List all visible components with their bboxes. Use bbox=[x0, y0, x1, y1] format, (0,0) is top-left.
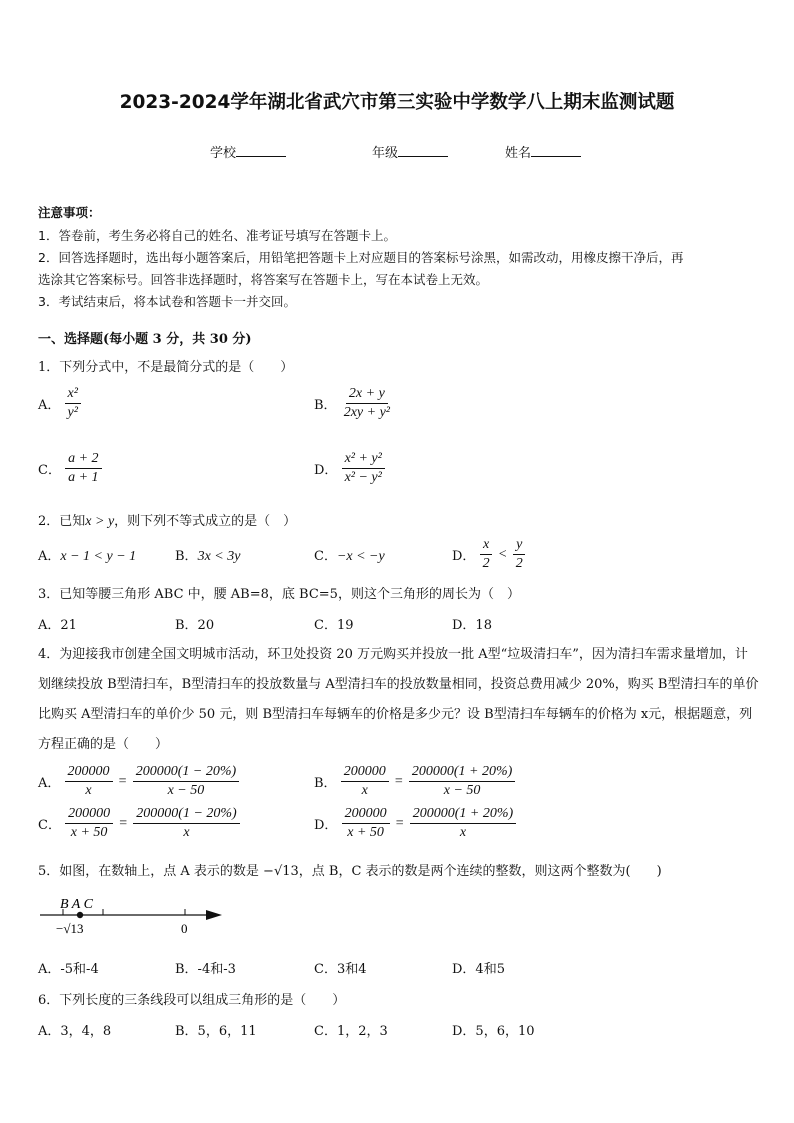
question-4-stem: 4．为迎接我市创建全国文明城市活动，环卫处投资 20 万元购买并投放一批 A型“垃圾清扫车”，因为清扫车需求量增加，计划继续投放 B型清扫车，B型清扫车的投放数量与 A型清扫车的投放数量相同，投资总费用减少 20%，购买 B型清扫车的单价比购买 A型清扫车的单价少 50 元，则 B型清扫车每辆车的价格是多少元？设 B型清扫车每辆车的价格为 x元，根据题意，列方程正确的是（ ） bbox=[38, 647, 759, 752]
q4-option-c[interactable]: C． $\frac{200000}{x + 50}$ = $\frac{200000(1 - 20\%)}{x}$ bbox=[38, 806, 240, 841]
question-2-stem: 2．已知x > y，则下列不等式成立的是（ ） bbox=[38, 514, 297, 529]
q5-option-b[interactable]: B．-4和-3 bbox=[175, 962, 236, 977]
q3-option-b[interactable]: B．20 bbox=[175, 618, 215, 633]
q6-option-a[interactable]: A．3，4，8 bbox=[38, 1024, 112, 1039]
fig-labels: B A C bbox=[60, 897, 93, 912]
question-3-stem: 3．已知等腰三角形 ABC 中，腰 AB=8，底 BC=5，则这个三角形的周长为（ ） bbox=[38, 587, 520, 602]
school-field[interactable]: 学校 bbox=[210, 142, 286, 161]
note-3: 3．考试结束后，将本试卷和答题卡一并交回。 bbox=[38, 294, 296, 309]
q3-option-a[interactable]: A．21 bbox=[38, 618, 77, 633]
q1-option-d[interactable]: D． $\frac{\text{x² + y²}}{\text{x² − y²}}$ bbox=[314, 451, 385, 486]
point-a bbox=[77, 912, 83, 918]
q5-option-c[interactable]: C．3和4 bbox=[314, 962, 367, 977]
fig-neg-label: −√13 bbox=[56, 921, 84, 936]
q5-option-a[interactable]: A．-5和-4 bbox=[38, 962, 99, 977]
q4-option-b[interactable]: B． $\frac{200000}{x}$ = $\frac{200000(1 + 20\%)}{x - 50}$ bbox=[314, 764, 515, 799]
name-field[interactable]: 姓名 bbox=[505, 142, 581, 161]
q6-option-d[interactable]: D．5，6，10 bbox=[452, 1024, 535, 1039]
number-line-figure bbox=[38, 893, 228, 937]
question-6-stem: 6．下列长度的三条线段可以组成三角形的是（ ） bbox=[38, 993, 346, 1008]
q3-option-d[interactable]: D．18 bbox=[452, 618, 492, 633]
note-1: 1．答卷前，考生务必将自己的姓名、准考证号填写在答题卡上。 bbox=[38, 228, 396, 243]
grade-field[interactable]: 年级 bbox=[372, 142, 448, 161]
q5-option-d[interactable]: D．4和5 bbox=[452, 962, 505, 977]
fig-zero-label: 0 bbox=[181, 921, 188, 936]
q2-option-a[interactable]: A．x − 1 < y − 1 bbox=[38, 549, 137, 564]
q6-option-c[interactable]: C．1，2，3 bbox=[314, 1024, 388, 1039]
q2-option-c[interactable]: C．−x < −y bbox=[314, 549, 385, 564]
question-5-stem: 5．如图，在数轴上，点 A 表示的数是 −√13，点 B，C 表示的数是两个连续的整数，则这两个整数为( ) bbox=[38, 864, 662, 879]
q2-option-d[interactable]: D． $\frac{x}{2}$ < $\frac{y}{2}$ bbox=[452, 537, 526, 572]
q3-option-c[interactable]: C．19 bbox=[314, 618, 354, 633]
question-1-stem: 1．下列分式中，不是最简分式的是（ ） bbox=[38, 360, 294, 375]
q1-option-a[interactable]: A． $\frac{\text{x²}}{\text{y²}}$ bbox=[38, 386, 81, 421]
q4-option-a[interactable]: A． $\frac{200000}{x}$ = $\frac{200000(1 - 20\%)}{x - 50}$ bbox=[38, 764, 239, 799]
notes-heading: 注意事项： bbox=[38, 205, 101, 220]
note-2b: 选涂其它答案标号。回答非选择题时，将答案写在答题卡上，写在本试卷上无效。 bbox=[38, 272, 489, 287]
q1-option-b[interactable]: B． $\frac{2x + y}{\text{2xy + y²}}$ bbox=[314, 386, 390, 421]
q2-option-b[interactable]: B．3x < 3y bbox=[175, 549, 241, 564]
note-2a: 2．回答选择题时，选出每小题答案后，用铅笔把答题卡上对应题目的答案标号涂黑，如需改动，用橡皮擦干净后，再 bbox=[38, 250, 684, 265]
q1-option-c[interactable]: C． $\frac{a + 2}{a + 1}$ bbox=[38, 451, 102, 486]
page-title: 2023-2024学年湖北省武穴市第三实验中学数学八上期末监测试题 bbox=[119, 92, 675, 113]
q4-option-d[interactable]: D． $\frac{200000}{x + 50}$ = $\frac{200000(1 + 20\%)}{x}$ bbox=[314, 806, 516, 841]
arrow-head-icon bbox=[206, 910, 222, 920]
section-heading: 一、选择题(每小题 3 分，共 30 分) bbox=[38, 332, 252, 347]
q6-option-b[interactable]: B．5，6，11 bbox=[175, 1024, 257, 1039]
